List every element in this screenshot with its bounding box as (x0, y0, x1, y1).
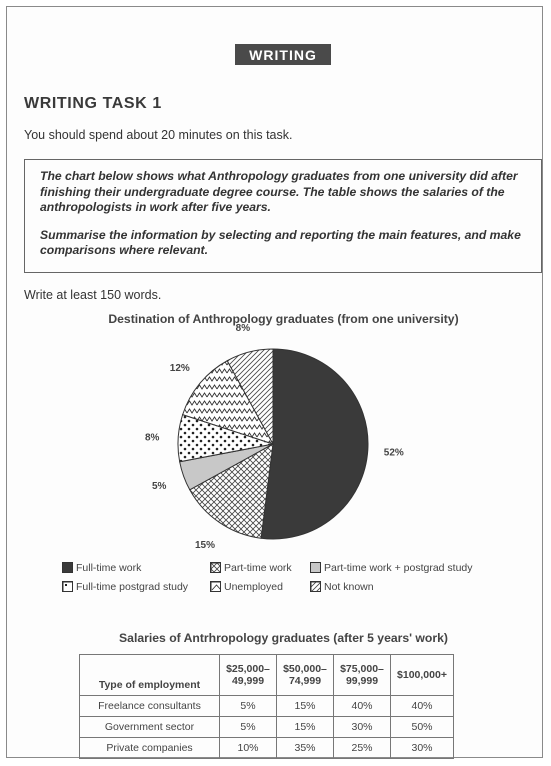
task-title: WRITING TASK 1 (24, 95, 162, 112)
pie-chart-title: Destination of Anthropology graduates (from one university) (108, 312, 459, 326)
legend-swatch (62, 562, 73, 573)
table-cell: Freelance consultants (80, 696, 220, 717)
legend-swatch (210, 562, 221, 573)
table-cell: 50% (391, 717, 454, 738)
pie-slice-label: 12% (169, 362, 190, 374)
table-cell: 35% (277, 738, 334, 759)
worksheet-page (6, 6, 543, 758)
legend-swatch (310, 581, 321, 592)
table-row (80, 738, 454, 759)
table-header-row (80, 655, 454, 696)
prompt-paragraph-2: Summarise the information by selecting and reporting the main features, and make comparisons where relevant. (40, 227, 521, 257)
table-cell: 30% (334, 717, 391, 738)
pie-slice-label: 15% (194, 540, 216, 552)
time-instruction: You should spend about 20 minutes on this task. (24, 128, 293, 142)
legend-label: Part-time work (224, 561, 292, 574)
column-header: $50,000– 74,999 (277, 655, 334, 696)
legend-item-not-known (310, 581, 374, 593)
legend-item-unemployed (210, 581, 310, 593)
pie-slice-label: 5% (151, 481, 167, 492)
table-row (80, 717, 454, 738)
legend-swatch (310, 562, 321, 573)
column-header: $75,000– 99,999 (334, 655, 391, 696)
table-cell: 30% (391, 738, 454, 759)
salary-table (79, 654, 454, 759)
table-title: Salaries of Antrhropology graduates (after 5 years' work) (119, 631, 448, 645)
table-row (80, 696, 454, 717)
table-cell: 5% (220, 717, 277, 738)
prompt-paragraph-1: The chart below shows what Anthropology graduates from one university did after finishing their undergraduate degree course. The table shows the salaries of the anthropologists in work after five years. (40, 169, 518, 214)
table-cell: 10% (220, 738, 277, 759)
table-cell: 25% (334, 738, 391, 759)
legend-item-full-time-postgrad (62, 581, 210, 593)
table-cell: 40% (391, 696, 454, 717)
table-cell: Private companies (80, 738, 220, 759)
column-header: $25,000– 49,999 (220, 655, 277, 696)
column-header: Type of employment (80, 655, 220, 696)
legend-row (62, 577, 473, 596)
legend-label: Part-time work + postgrad study (324, 561, 473, 574)
column-header: $100,000+ (391, 655, 454, 696)
pie-slice-label: 52% (383, 447, 404, 459)
legend-label: Not known (324, 580, 374, 593)
table-cell: 5% (220, 696, 277, 717)
pie-slice-label: 8% (144, 432, 160, 444)
legend-label: Full-time postgrad study (76, 580, 189, 593)
legend-swatch (62, 581, 73, 592)
section-badge: WRITING (235, 44, 331, 65)
word-count-instruction: Write at least 150 words. (24, 288, 162, 302)
pie-chart (7, 7, 544, 559)
legend-label: Unemployed (224, 580, 283, 593)
table-cell: Government sector (80, 717, 220, 738)
pie-slice-label: 8% (235, 322, 251, 334)
pie-legend (62, 558, 473, 596)
legend-item-full-time-work (62, 562, 210, 574)
legend-swatch (210, 581, 221, 592)
table-cell: 15% (277, 717, 334, 738)
legend-item-part-time-work (210, 562, 310, 574)
table-cell: 40% (334, 696, 391, 717)
legend-row (62, 558, 473, 577)
pie-slice (261, 349, 368, 539)
table-cell: 15% (277, 696, 334, 717)
legend-label: Full-time work (76, 561, 142, 574)
legend-item-part-time-postgrad (310, 562, 473, 574)
